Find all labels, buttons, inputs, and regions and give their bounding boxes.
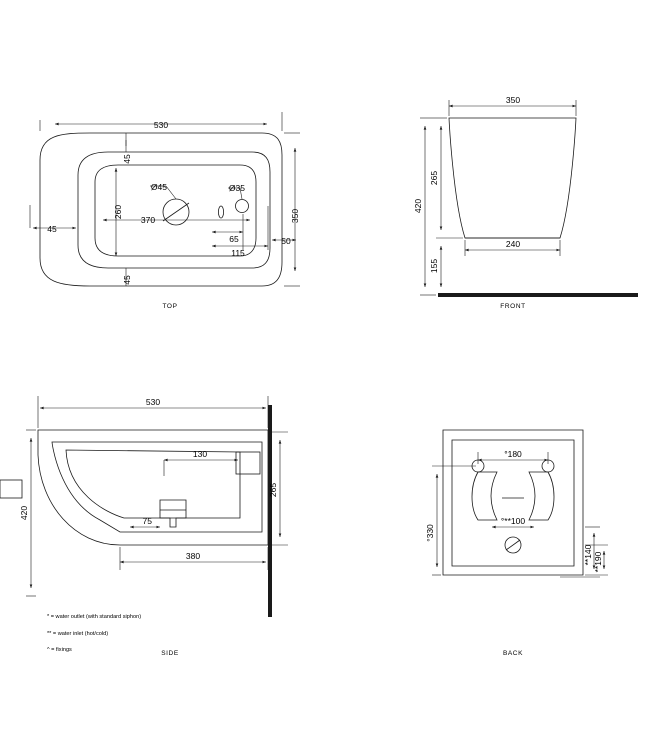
dim-front-lower-height: 155	[429, 258, 439, 274]
dim-top-outlet-dia: Ø45	[150, 182, 167, 192]
view-label-back: BACK	[502, 650, 524, 657]
dim-top-inlet-a: 65	[229, 234, 239, 244]
dim-top-offset-back: 45	[122, 275, 132, 285]
dim-top-inlet-b: 115	[231, 248, 245, 258]
dim-top-overall-width: 530	[153, 120, 169, 130]
view-label-front: FRONT	[500, 303, 526, 310]
legend-line-1: * = water outlet (with standard siphon)	[47, 614, 142, 621]
side-view-dimensions	[26, 396, 288, 596]
dim-back-height-140: **140	[583, 544, 593, 566]
dim-side-total-height: 420	[19, 505, 29, 521]
view-label-side: SIDE	[161, 650, 179, 657]
dim-top-offset-front: 45	[122, 154, 132, 164]
dim-front-upper-height: 265	[429, 170, 439, 186]
dim-side-inner-depth: 130	[192, 449, 208, 459]
dim-side-rim-height: 265	[268, 482, 278, 498]
dim-front-total-height: 420	[413, 198, 423, 214]
dim-side-base-length: 380	[185, 551, 201, 561]
legend	[47, 605, 141, 662]
dim-back-height-190: **190	[593, 551, 603, 573]
back-view-dimensions	[432, 452, 608, 577]
dim-back-fixing-spacing: °180	[504, 449, 522, 459]
view-label-top: TOP	[162, 303, 178, 310]
legend-line-2: ** = water inlet (hot/cold)	[47, 630, 109, 637]
dim-back-height-330: °330	[425, 524, 435, 542]
dim-top-left-offset: 45	[47, 224, 57, 234]
top-view-geometry	[40, 133, 282, 286]
dim-front-width: 350	[505, 95, 521, 105]
side-view-geometry	[38, 405, 272, 617]
dim-side-length: 530	[145, 397, 161, 407]
dim-side-lower-depth: 75	[142, 516, 152, 526]
dim-front-base-width: 240	[505, 239, 521, 249]
top-view-dimensions	[30, 112, 300, 286]
dim-top-bowl-depth: 260	[113, 204, 123, 220]
dim-top-inner-width: 370	[140, 215, 156, 225]
dim-top-inlet-dia: Ø35	[228, 183, 245, 193]
legend-line-3: ^ = fixings	[47, 647, 72, 654]
front-view-geometry	[438, 118, 638, 297]
front-view-dimensions	[420, 100, 576, 295]
dim-back-inlet-spacing: °**100	[500, 516, 526, 526]
back-view-geometry	[0, 430, 583, 575]
dim-top-overall-depth: 350	[290, 208, 300, 224]
dim-top-right-offset: 50	[281, 236, 291, 246]
